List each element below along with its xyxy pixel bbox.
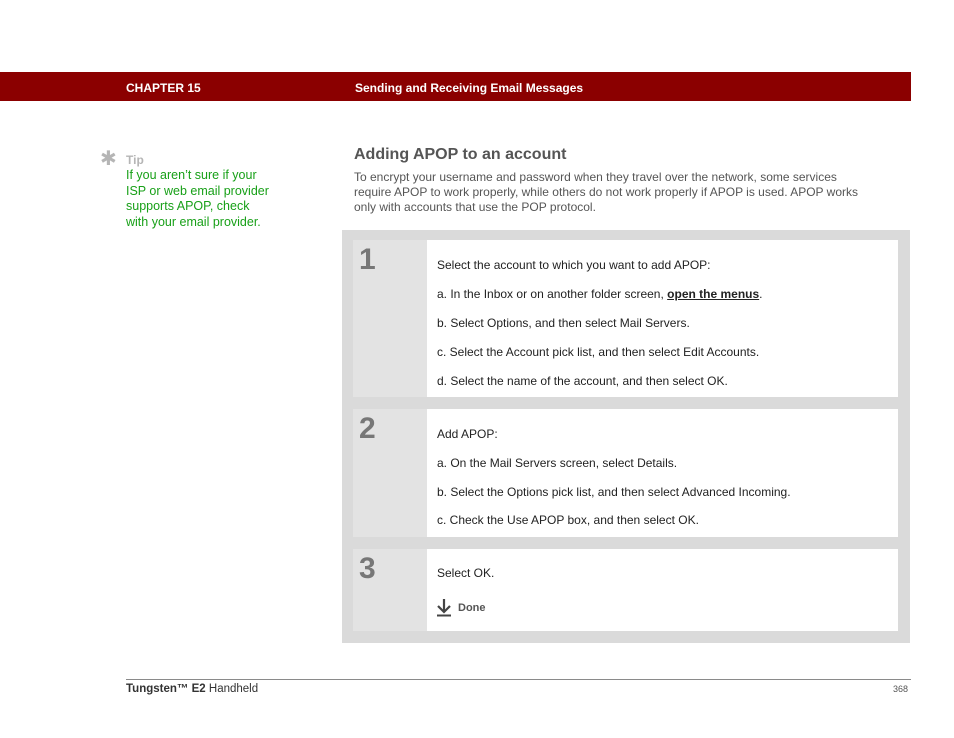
step-item: b. Select Options, and then select Mail Servers. xyxy=(437,316,690,330)
tip-text xyxy=(126,168,286,230)
product-model: E2 xyxy=(191,683,206,695)
open-the-menus-link[interactable]: open the menus xyxy=(667,287,760,301)
footer-divider xyxy=(126,679,911,680)
step-intro: Add APOP: xyxy=(437,427,498,441)
step-3-body xyxy=(427,549,898,631)
step-3-number-cell xyxy=(353,549,427,631)
tip-line: If you aren’t sure if your xyxy=(126,168,257,182)
chapter-title: Sending and Receiving Email Messages xyxy=(355,81,584,95)
intro-line: only with accounts that use the POP protocol. xyxy=(354,200,596,214)
section-title: Adding APOP to an account xyxy=(354,146,567,163)
step-item-suffix: . xyxy=(759,287,763,301)
step-1-number-cell xyxy=(353,240,427,397)
done-label: Done xyxy=(458,602,486,614)
tip-line: with your email provider. xyxy=(126,214,261,229)
section-intro xyxy=(354,170,904,215)
step-item: a. On the Mail Servers screen, select Details. xyxy=(437,456,678,470)
step-2-body xyxy=(427,409,898,537)
step-intro: Select the account to which you want to add APOP: xyxy=(437,258,711,272)
step-item-text: a. In the Inbox or on another folder screen, xyxy=(437,287,668,301)
chapter-number: CHAPTER 15 xyxy=(126,81,201,95)
step-number: 2 xyxy=(359,412,376,445)
intro-line: require APOP to work properly, while others do not work properly if APOP is used. APOP works xyxy=(354,185,859,199)
page-number: 368 xyxy=(893,684,909,694)
tip-line: supports APOP, check xyxy=(126,199,250,214)
chapter-header-bar xyxy=(0,72,911,101)
step-item: d. Select the name of the account, and then select OK. xyxy=(437,374,728,388)
step-number: 1 xyxy=(359,243,376,276)
step-1-body xyxy=(427,240,898,397)
step-item: b. Select the Options pick list, and then select Advanced Incoming. xyxy=(437,485,791,499)
step-intro: Select OK. xyxy=(437,566,495,580)
step-2-number-cell xyxy=(353,409,427,537)
step-item xyxy=(437,287,763,301)
step-item: c. Check the Use APOP box, and then select OK. xyxy=(437,513,699,527)
step-number: 3 xyxy=(359,552,376,585)
intro-line: To encrypt your username and password when they travel over the network, some services xyxy=(354,170,837,184)
step-item: c. Select the Account pick list, and then select Edit Accounts. xyxy=(437,345,760,359)
product-name: Tungsten™ xyxy=(126,683,189,695)
tip-label: Tip xyxy=(126,153,144,167)
tip-line: ISP or web email provider xyxy=(126,183,269,198)
footer-product xyxy=(126,683,258,695)
down-arrow-done-icon xyxy=(436,599,452,617)
product-suffix: Handheld xyxy=(208,683,259,695)
asterisk-icon: ✱ xyxy=(100,148,117,170)
